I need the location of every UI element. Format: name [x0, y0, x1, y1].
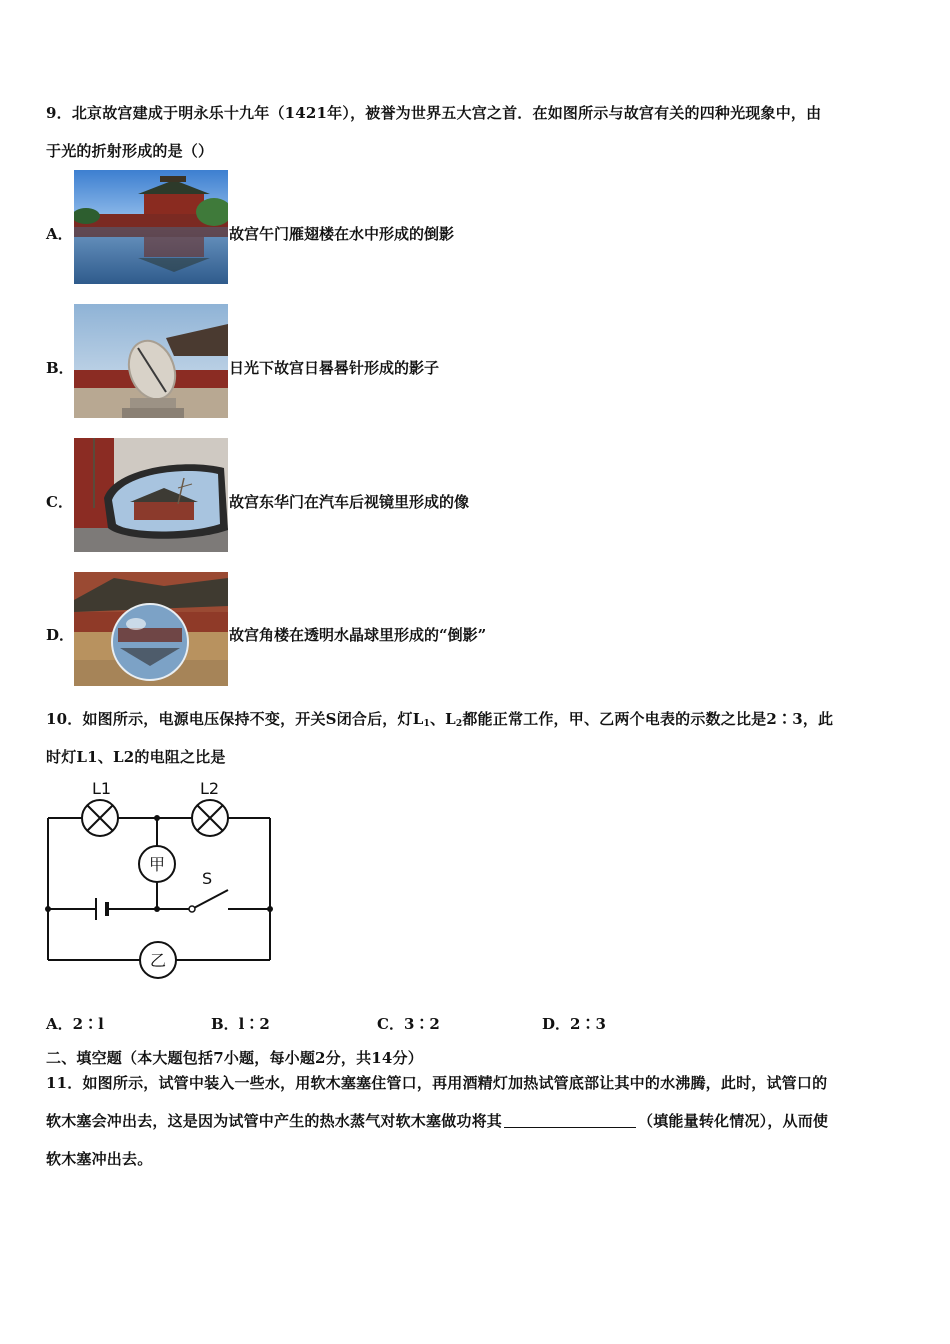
q9-option-d-letter: D． — [46, 626, 75, 644]
q10-stem-part2: 、L — [429, 710, 456, 728]
photo-meridian-gate-reflection — [74, 170, 228, 284]
circuit-diagram — [40, 776, 290, 986]
lamp-l1 — [82, 800, 118, 836]
label-l1: L1 — [92, 779, 112, 798]
photo-car-mirror-image — [74, 438, 228, 552]
q10-choice-d: D．2∶3 — [542, 1015, 606, 1033]
q10-stem-line2: 时灯L1、L2的电阻之比是 — [46, 748, 226, 766]
junction-dot — [154, 906, 160, 912]
q9-stem-line1: 9．北京故宫建成于明永乐十九年（1421年），被誉为世界五大宫之首．在如图所示与故宫有关的四种光现象中，由 — [46, 104, 822, 122]
q11-stem-line1: 11．如图所示，试管中装入一些水，用软木塞塞住管口，再用酒精灯加热试管底部让其中的水沸腾，此时，试管口的 — [46, 1074, 828, 1092]
q10-choice-a: A．2∶l — [46, 1015, 104, 1033]
q10-choice-b: B．l∶2 — [211, 1015, 270, 1033]
q10-stem-part3: 都能正常工作，甲、乙两个电表的示数之比是2∶3，此 — [462, 710, 834, 728]
q11-answer-blank[interactable] — [504, 1113, 636, 1128]
q11-stem-line2 — [46, 1110, 828, 1131]
q9-option-b-text: 日光下故宫日晷晷针形成的影子 — [229, 359, 440, 377]
junction-dot — [45, 906, 51, 912]
q9-option-c-letter: C． — [46, 493, 73, 511]
q9-stem-line2: 于光的折射形成的是（） — [46, 142, 214, 160]
q9-option-d-text: 故宫角楼在透明水晶球里形成的“倒影” — [229, 626, 487, 644]
q10-choice-c: C．3∶2 — [377, 1015, 440, 1033]
photo-crystal-ball-image — [74, 572, 228, 686]
q11-stem-part2: （填能量转化情况），从而使 — [638, 1112, 829, 1130]
q9-option-a-text: 故宫午门雁翅楼在水中形成的倒影 — [229, 225, 455, 243]
label-l2: L2 — [200, 779, 220, 798]
q9-option-c-text: 故宫东华门在汽车后视镜里形成的像 — [229, 493, 470, 511]
section-2-heading: 二、填空题（本大题包括7小题，每小题2分，共14分） — [46, 1049, 423, 1067]
meter-jia — [139, 846, 175, 882]
q10-stem-line1 — [46, 708, 833, 729]
q10-stem-part1: 10．如图所示，电源电压保持不变，开关S闭合后，灯L — [46, 710, 424, 728]
battery-symbol — [96, 898, 107, 920]
meter-yi — [140, 942, 176, 978]
photo-sundial-shadow — [74, 304, 228, 418]
meter-jia-label: 甲 — [148, 855, 166, 874]
lamp-l2 — [192, 800, 228, 836]
q11-stem-line3: 软木塞冲出去。 — [46, 1150, 153, 1168]
q9-option-a-letter: A． — [46, 225, 73, 243]
junction-dot — [154, 815, 160, 821]
junction-dot — [267, 906, 273, 912]
switch-pivot — [189, 906, 195, 912]
switch-label: S — [202, 869, 213, 888]
meter-yi-label: 乙 — [149, 951, 167, 970]
q11-stem-part1: 软木塞会冲出去，这是因为试管中产生的热水蒸气对软木塞做功将其 — [46, 1112, 503, 1130]
q9-option-b-letter: B． — [46, 359, 74, 377]
q10-sub-1: 1 — [423, 719, 430, 729]
q10-sub-2: 2 — [455, 719, 463, 729]
